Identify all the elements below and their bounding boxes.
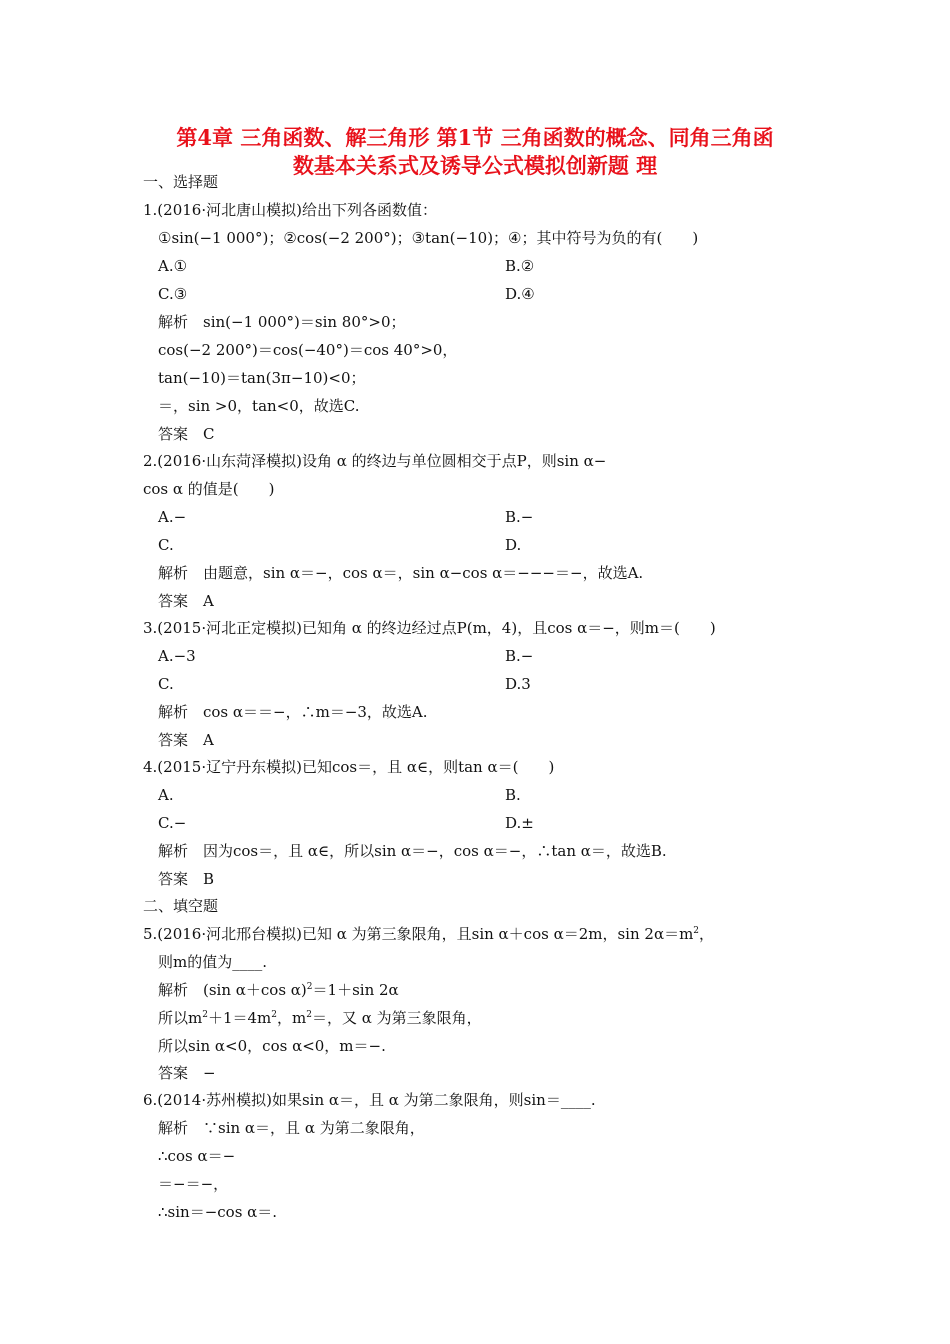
q4-option-a: A. — [158, 786, 174, 804]
q3-option-d: D.3 — [505, 675, 531, 693]
q3-answer: 答案 A — [158, 731, 214, 749]
q3-solution-1: 解析 cos α＝＝−，∴m＝−3，故选A. — [158, 703, 428, 721]
q4-option-c: C.− — [158, 814, 187, 832]
q5-solution-3: 所以sin α<0，cos α<0，m＝−. — [158, 1037, 386, 1055]
q4-solution-1: 解析 因为cos＝，且 α∈，所以sin α＝−，cos α＝−，∴tan α＝，故选B. — [158, 842, 667, 860]
document-title-line-1: 第4章 三角函数、解三角形 第1节 三角函数的概念、同角三角函 — [176, 125, 774, 150]
q5-stem: 5.(2016·河北邢台模拟)已知 α 为第三象限角，且sin α＋cos α＝2m，$\sin 2\alpha=m^2$， — [143, 925, 715, 943]
q3-option-a: A.−3 — [158, 647, 196, 665]
q2-stem: 2.(2016·山东菏泽模拟)设角 α 的终边与单位圆相交于点P，则sin α− — [143, 452, 607, 470]
q3-option-b: B.− — [505, 647, 534, 665]
q2-stem-2: cos α 的值是( ) — [143, 480, 275, 498]
q5-stem-2: 则m的值为____. — [158, 953, 267, 971]
q1-solution-4: ＝，sin >0，tan<0，故选C. — [158, 397, 360, 415]
q1-option-d: D.④ — [505, 285, 535, 303]
q4-answer: 答案 B — [158, 870, 215, 888]
section-heading-choice: 一、选择题 — [143, 173, 219, 191]
q1-stem: 1.(2016·河北唐山模拟)给出下列各函数值： — [143, 201, 437, 219]
q1-option-b: B.② — [505, 257, 535, 275]
q2-option-b: B.− — [505, 508, 534, 526]
q3-option-c: C. — [158, 675, 174, 693]
q4-option-d: D.± — [505, 814, 534, 832]
q5-solution-2: 所以$m^2+1=4m^2$，$m^2=$，又 α 为第三象限角， — [158, 1009, 482, 1027]
q4-option-b: B. — [505, 786, 521, 804]
q1-option-c: C.③ — [158, 285, 188, 303]
q2-option-a: A.− — [158, 508, 187, 526]
q6-solution-2: ∴cos α＝− — [158, 1147, 236, 1165]
q6-solution-4: ∴sin＝−cos α＝. — [158, 1203, 278, 1221]
q1-solution-1: 解析 sin(−1 000°)＝sin 80°>0； — [158, 313, 406, 331]
q6-solution-1: 解析 ∵sin α＝，且 α 为第二象限角， — [158, 1119, 425, 1137]
q1-solution-3: tan(−10)＝tan(3π−10)<0； — [158, 369, 366, 387]
q5-answer: 答案 − — [158, 1064, 216, 1082]
q2-option-c: C. — [158, 536, 174, 554]
q1-solution-2: cos(−2 200°)＝cos(−40°)＝cos 40°>0， — [158, 341, 458, 359]
q2-option-d: D. — [505, 536, 522, 554]
q6-stem: 6.(2014·苏州模拟)如果sin α＝，且 α 为第二象限角，则sin＝____. — [143, 1091, 596, 1109]
q1-answer: 答案 C — [158, 425, 215, 443]
q4-stem: 4.(2015·辽宁丹东模拟)已知cos＝，且 α∈，则tan α＝( ) — [143, 758, 555, 776]
q6-solution-3: ＝−＝−， — [158, 1175, 229, 1193]
q2-answer: 答案 A — [158, 592, 214, 610]
q3-stem: 3.(2015·河北正定模拟)已知角 α 的终边经过点P(m，4)，且cos α＝−，则m＝( ) — [143, 619, 716, 637]
q1-option-a: A.① — [158, 257, 188, 275]
q1-stem-2: ①sin(−1 000°)；②cos(−2 200°)；③tan(−10)；④；其中符号为负的有( ) — [158, 229, 699, 247]
q5-solution-1: 解析 (sin α＋cos α)$^2$＝1＋sin 2α — [158, 981, 399, 999]
section-heading-fill: 二、填空题 — [143, 897, 219, 915]
document-title-line-2: 数基本关系式及诱导公式模拟创新题 理 — [292, 153, 658, 178]
q2-solution-1: 解析 由题意，sin α＝−，cos α＝，sin α−cos α＝−−−＝−，故选A. — [158, 564, 644, 582]
